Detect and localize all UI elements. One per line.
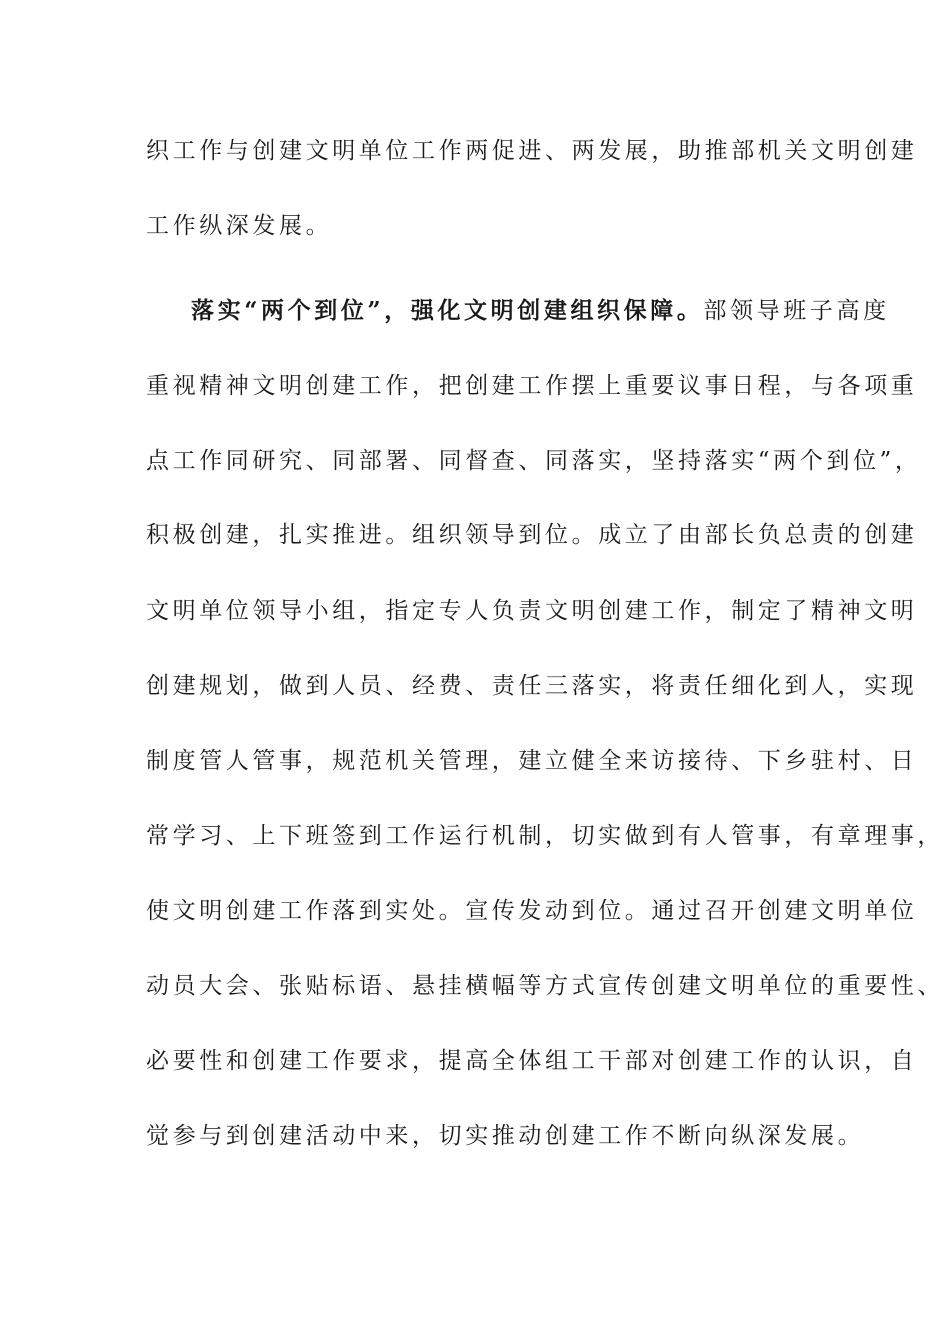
paragraph-2-line-10: 动员大会、张贴标语、悬挂横幅等方式宣传创建文明单位的重要性、 — [146, 973, 944, 999]
paragraph-2-line-5: 文明单位领导小组，指定专人负责文明创建工作，制定了精神文明 — [146, 598, 918, 624]
paragraph-2-line-6: 创建规划，做到人员、经费、责任三落实，将责任细化到人，实现 — [146, 673, 918, 699]
paragraph-1-line-1: 织工作与创建文明单位工作两促进、两发展，助推部机关文明创建 — [146, 138, 918, 164]
paragraph-2-line-11: 必要性和创建工作要求，提高全体组工干部对创建工作的认识，自 — [146, 1048, 918, 1074]
paragraph-2-line-3: 点工作同研究、同部署、同督查、同落实，坚持落实“两个到位”， — [146, 448, 922, 474]
paragraph-2-line-2: 重视精神文明创建工作，把创建工作摆上重要议事日程，与各项重 — [146, 373, 918, 399]
paragraph-1-line-2: 工作纵深发展。 — [146, 213, 333, 239]
paragraph-2-line-8: 常学习、上下班签到工作运行机制，切实做到有人管事，有章理事， — [146, 823, 944, 849]
paragraph-2-line-12: 觉参与到创建活动中来，切实推动创建工作不断向纵深发展。 — [146, 1123, 865, 1149]
paragraph-2-heading: 落实“两个到位”，强化文明创建组织保障。 — [191, 297, 704, 324]
paragraph-2-line-1 — [191, 296, 890, 326]
paragraph-2-line-7: 制度管人管事，规范机关管理，建立健全来访接待、下乡驻村、日 — [146, 748, 918, 774]
paragraph-2-line-1-text: 部领导班子高度 — [703, 298, 890, 324]
paragraph-2-line-4: 积极创建，扎实推进。组织领导到位。成立了由部长负总责的创建 — [146, 522, 918, 548]
paragraph-2-line-9: 使文明创建工作落到实处。宣传发动到位。通过召开创建文明单位 — [146, 898, 918, 924]
